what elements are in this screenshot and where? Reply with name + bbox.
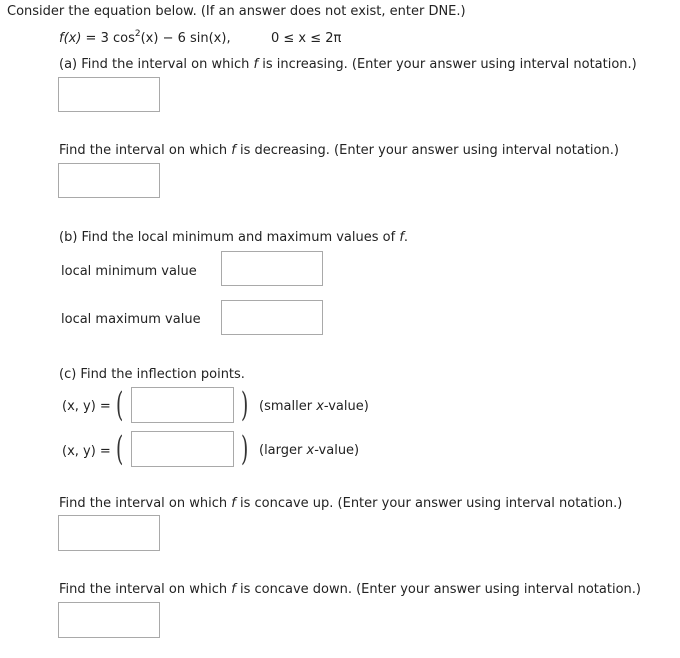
concave-up-input[interactable] bbox=[58, 515, 160, 551]
decreasing-interval-input[interactable] bbox=[58, 163, 160, 198]
f-symbol: f bbox=[231, 143, 236, 158]
concave-down-prompt-post: is concave down. (Enter your answer using interval notation.) bbox=[235, 582, 641, 597]
equation-lhs: f(x) bbox=[59, 31, 82, 46]
smaller-note bbox=[259, 399, 369, 414]
f-symbol: f bbox=[399, 230, 404, 245]
inflection-larger-input[interactable] bbox=[131, 431, 234, 467]
local-min-label: local minimum value bbox=[61, 264, 197, 279]
decreasing-prompt-post: is decreasing. (Enter your answer using interval notation.) bbox=[235, 143, 619, 158]
right-paren-2: ) bbox=[241, 429, 249, 469]
part-c-prompt: (c) Find the inflection points. bbox=[59, 367, 245, 382]
part-b-prompt-pre: (b) Find the local minimum and maximum values of bbox=[59, 230, 400, 245]
larger-note bbox=[259, 443, 359, 458]
x-symbol: x bbox=[316, 399, 324, 414]
equation-domain: 0 ≤ x ≤ 2π bbox=[271, 31, 342, 46]
intro-text: Consider the equation below. (If an answer does not exist, enter DNE.) bbox=[7, 4, 466, 19]
right-paren-1: ) bbox=[241, 385, 249, 425]
part-b-prompt-post: . bbox=[403, 230, 409, 245]
local-max-label: local maximum value bbox=[61, 312, 201, 327]
concave-down-input[interactable] bbox=[58, 602, 160, 638]
increasing-prompt-pre: (a) Find the interval on which bbox=[59, 57, 254, 72]
equation-rest: (x) − 6 sin(x), bbox=[140, 31, 231, 46]
local-min-input[interactable] bbox=[221, 251, 323, 286]
decreasing-prompt bbox=[59, 143, 619, 158]
decreasing-prompt-pre: Find the interval on which bbox=[59, 143, 232, 158]
xy-label-2: (x, y) = bbox=[62, 444, 111, 459]
inflection-smaller-input[interactable] bbox=[131, 387, 234, 423]
f-symbol: f bbox=[253, 57, 259, 72]
concave-up-prompt bbox=[59, 496, 622, 511]
increasing-interval-input[interactable] bbox=[58, 77, 160, 112]
part-b-prompt bbox=[59, 230, 408, 245]
smaller-note-pre: (smaller bbox=[259, 399, 317, 414]
increasing-prompt bbox=[59, 57, 637, 72]
equation bbox=[59, 31, 231, 46]
concave-up-prompt-pre: Find the interval on which bbox=[59, 496, 232, 511]
x-symbol: x bbox=[306, 443, 315, 458]
larger-note-pre: (larger bbox=[259, 443, 307, 458]
left-paren-2: ( bbox=[116, 429, 124, 469]
concave-down-prompt bbox=[59, 582, 641, 597]
f-symbol: f bbox=[231, 582, 236, 597]
equation-eq: = 3 cos bbox=[81, 31, 135, 46]
f-symbol: f bbox=[231, 496, 236, 511]
local-max-input[interactable] bbox=[221, 300, 323, 335]
increasing-prompt-post: is increasing. (Enter your answer using interval notation.) bbox=[258, 57, 637, 72]
concave-up-prompt-post: is concave up. (Enter your answer using interval notation.) bbox=[235, 496, 623, 511]
larger-note-post: -value) bbox=[314, 443, 360, 458]
xy-label-1: (x, y) = bbox=[62, 399, 111, 414]
left-paren-1: ( bbox=[116, 385, 124, 425]
equation-power: 2 bbox=[134, 29, 141, 39]
concave-down-prompt-pre: Find the interval on which bbox=[59, 582, 232, 597]
smaller-note-post: -value) bbox=[323, 399, 369, 414]
